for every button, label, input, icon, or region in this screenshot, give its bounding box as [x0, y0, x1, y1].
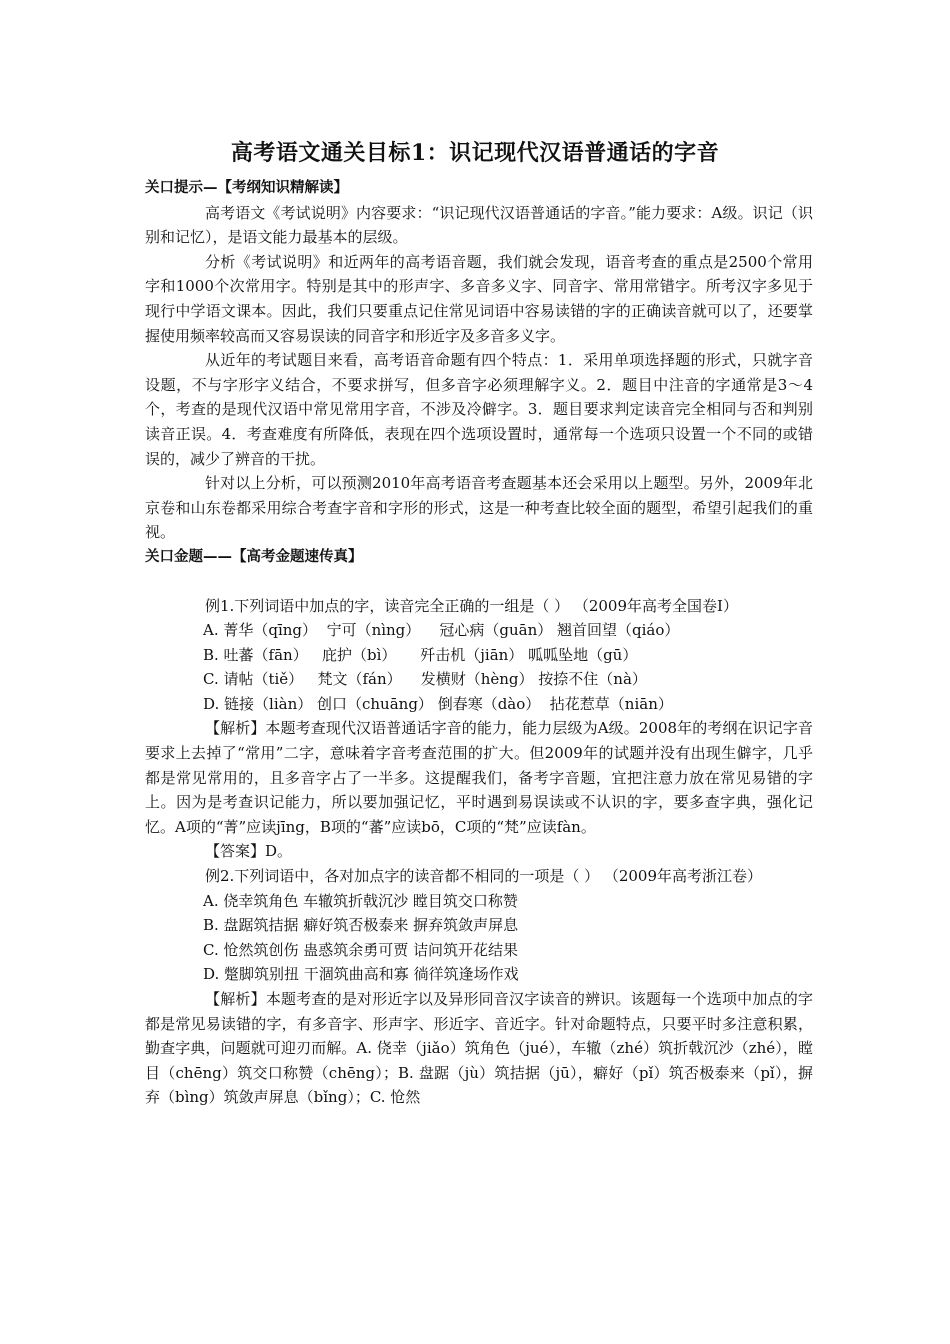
answer-option: D. 蹩脚筑别扭 干涸筑曲高和寡 徜徉筑逢场作戏 [203, 965, 519, 984]
section-heading-exam-questions: 关口金题——【高考金题速传真】 [145, 548, 363, 565]
paragraph: 高考语文《考试说明》内容要求：“识记现代汉语普通话的字音。”能力要求：A级。识记（识别和记忆），是语文能力最基本的层级。 [145, 203, 813, 247]
paragraph: 从近年的考试题目来看，高考语音命题有四个特点：1．采用单项选择题的形式，只就字音设题，不与字形字义结合，不要求拼写，但多音字必须理解字义。2．题目中注音的字通常是3～4个，考查的是现代汉语中常见常用字音，不涉及冷僻字。3．题目要求判定读音完全相同与否和判别读音正误。4．考查难度有所降低，表现在四个选项设置时，通常每一个选项只设置一个不同的或错误的，减少了辨音的干扰。 [145, 351, 813, 468]
analysis-paragraph: 【解析】本题考查的是对形近字以及异形同音汉字读音的辨识。该题每一个选项中加点的字都是常见易读错的字，有多音字、形声字、形近字、音近字。针对命题特点，只要平时多注意积累，勤查字典，问题就可迎刃而解。A. 侥幸（jiǎo）筑角色（jué），车辙（zhé）筑折戟沉沙（zhé），瞠目（chēng）筑交口称赞（chēng）；B. 盘踞（jù）筑拮据（jū），癖好（pǐ）筑否极泰来（pǐ），摒弃（bìng）筑敛声屏息（bǐng）；C. 怆然 [145, 990, 813, 1107]
section-heading-exam-outline: 关口提示—【考纲知识精解读】 [145, 180, 348, 196]
example-question: 例2.下列词语中，各对加点字的读音都不相同的一项是（ ） （2009年高考浙江卷） [205, 867, 763, 886]
answer-option: D. 链接（liàn） 创口（chuāng） 倒春寒（dào） 拈花惹草（niān） [203, 694, 673, 713]
paragraph: 针对以上分析，可以预测2010年高考语音考查题基本还会采用以上题型。另外，2009年北京卷和山东卷都采用综合考查字音和字形的形式，这是一种考查比较全面的题型，希望引起我们的重视。 [145, 474, 813, 542]
page-title: 高考语文通关目标1：识记现代汉语普通话的字音 [230, 140, 720, 166]
answer-option: B. 盘踞筑拮据 癖好筑否极泰来 摒弃筑敛声屏息 [203, 916, 519, 935]
spacer [145, 570, 813, 594]
answer-option: B. 吐蕃（fān） 庇护（bì） 歼击机（jiān） 呱呱坠地（gū） [203, 645, 638, 664]
answer-option: C. 怆然筑创伤 蛊惑筑余勇可贾 诘问筑开花结果 [203, 940, 519, 959]
example-question: 例1.下列词语中加点的字，读音完全正确的一组是（ ） （2009年高考全国卷Ⅰ） [205, 596, 738, 615]
answer-option: C. 请帖（tiě） 梵文（fán） 发横财（hèng） 按捺不住（nà） [203, 670, 647, 689]
answer-option: A. 菁华（qīng） 宁可（nìng） 冠心病（guān） 翘首回望（qiáo） [203, 621, 680, 640]
analysis-paragraph: 【解析】本题考查现代汉语普通话字音的能力，能力层级为A级。2008年的考纲在识记字音要求上去掉了“常用”二字，意味着字音考查范围的扩大。但2009年的试题并没有出现生僻字，几乎都是常见常用的，且多音字占了一半多。这提醒我们，备考字音题，宜把注意力放在常见易错的字上。因为是考查识记能力，所以要加强记忆，平时遇到易误读或不认识的字，要多查字典，强化记忆。A项的“菁”应读jīng，B项的“蕃”应读bō，C项的“梵”应读fàn。 [145, 719, 813, 836]
answer-option: A. 侥幸筑角色 车辙筑折戟沉沙 瞠目筑交口称赞 [203, 891, 518, 910]
paragraph: 分析《考试说明》和近两年的高考语音题，我们就会发现，语音考查的重点是2500个常用字和1000个次常用字。特别是其中的形声字、多音多义字、同音字、常用常错字。所考汉字多见于现行中学语文课本。因此，我们只要重点记住常见词语中容易读错的字的正确读音就可以了，还要掌握使用频率较高而又容易误读的同音字和形近字及多音多义字。 [145, 252, 813, 345]
answer-line: 【答案】D。 [205, 842, 293, 861]
document-body [145, 176, 813, 1110]
